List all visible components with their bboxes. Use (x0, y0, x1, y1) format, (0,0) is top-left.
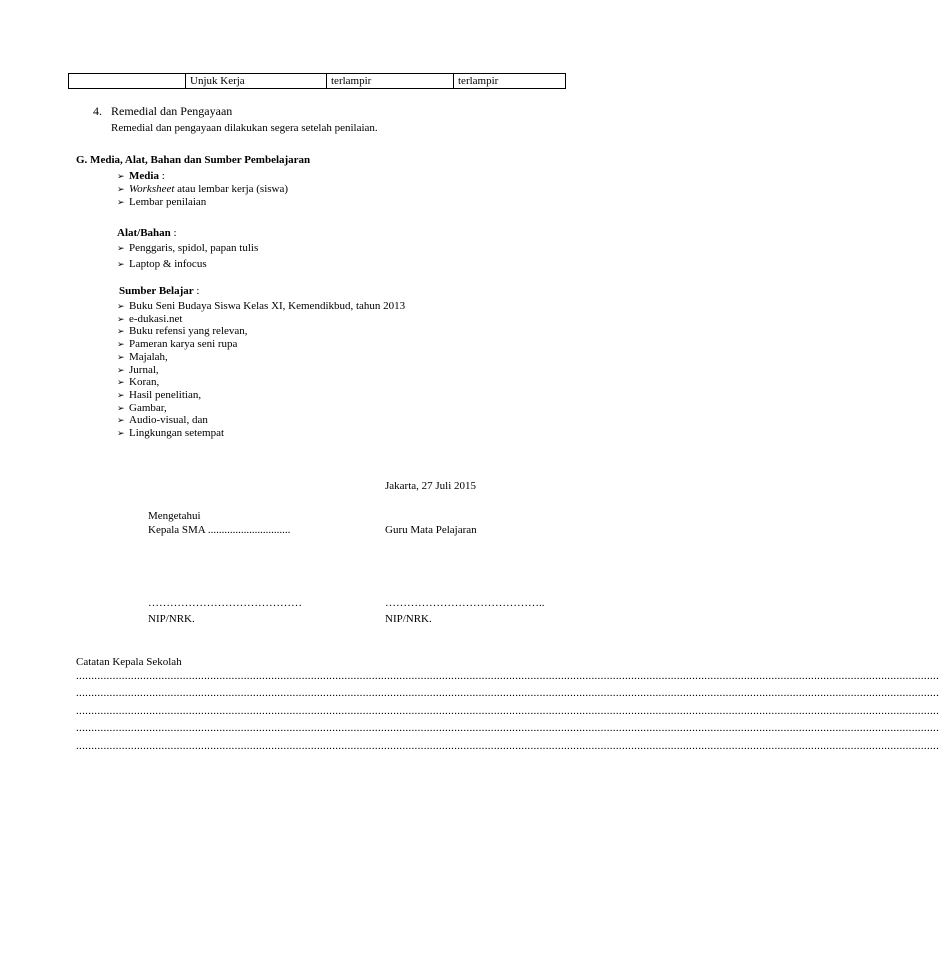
list-item (117, 351, 168, 363)
item-text: Buku Seni Budaya Siswa Kelas XI, Kemendikbud, tahun 2013 (129, 300, 406, 312)
signature-line-left: …………………………………… (148, 597, 302, 609)
list-item (117, 402, 167, 414)
arrowhead-bullet-icon: ➢ (117, 198, 125, 208)
list-item (117, 258, 207, 270)
mengetahui-text: Mengetahui (148, 510, 201, 522)
item-text: atau lembar kerja (siswa) (174, 183, 289, 195)
sumber-label: Sumber Belajar (119, 285, 194, 297)
list-item (117, 300, 405, 312)
item-text: Pameran karya seni rupa (129, 338, 238, 351)
table-cell: terlampir (327, 74, 454, 89)
arrowhead-bullet-icon: ➢ (117, 390, 125, 401)
item-text: Laptop & infocus (129, 258, 207, 270)
place-date: Jakarta, 27 Juli 2015 (385, 480, 477, 492)
arrowhead-bullet-icon: ➢ (117, 185, 125, 195)
arrowhead-bullet-icon: ➢ (117, 172, 125, 182)
list-item (117, 325, 248, 337)
arrowhead-bullet-icon: ➢ (117, 429, 125, 439)
arrowhead-bullet-icon: ➢ (117, 416, 125, 427)
table-cell: terlampir (454, 74, 566, 89)
colon: : (193, 285, 200, 297)
catatan-line: ........................................................................................................................................................................................................................................................................................... (76, 740, 939, 752)
table-cell (69, 74, 186, 89)
list-item (117, 242, 258, 254)
arrowhead-bullet-icon: ➢ (117, 302, 125, 312)
arrowhead-bullet-icon: ➢ (117, 403, 125, 414)
media-heading (117, 170, 165, 182)
arrowhead-bullet-icon: ➢ (117, 352, 125, 363)
guru-text: Guru Mata Pelajaran (385, 524, 477, 536)
table-cell: Unjuk Kerja (186, 74, 327, 89)
item-text: Penggaris, spidol, papan tulis (129, 242, 259, 254)
colon: : (170, 227, 177, 239)
arrowhead-bullet-icon: ➢ (117, 260, 125, 270)
colon: : (158, 170, 165, 182)
item-text: Jurnal, (129, 363, 159, 376)
list-item (117, 338, 237, 350)
item-text: Koran, (129, 376, 160, 389)
section-4-title: Remedial dan Pengayaan (111, 104, 233, 118)
arrowhead-bullet-icon: ➢ (117, 340, 125, 351)
nip-left: NIP/NRK. (148, 613, 195, 625)
section-4-text: Remedial dan pengayaan dilakukan segera setelah penilaian. (111, 122, 378, 134)
list-item (117, 313, 182, 325)
item-text: Lingkungan setempat (129, 427, 225, 439)
item-text: e-dukasi.net (129, 312, 183, 325)
catatan-line: ........................................................................................................................................................................................................................................................................................... (76, 722, 939, 734)
signature-line-right: …………………………………….. (385, 597, 545, 609)
table-row (69, 74, 566, 89)
alat-label: Alat/Bahan (117, 227, 171, 239)
list-item (117, 364, 159, 376)
arrowhead-bullet-icon: ➢ (117, 378, 125, 389)
arrowhead-bullet-icon: ➢ (117, 314, 125, 325)
item-text: Audio-visual, dan (129, 414, 208, 427)
section-4-number: 4. (93, 104, 102, 118)
alat-heading (117, 227, 177, 239)
item-text: Hasil penelitian, (129, 388, 202, 401)
nip-right: NIP/NRK. (385, 613, 432, 625)
catatan-label: Catatan Kepala Sekolah (76, 656, 182, 668)
catatan-line: ........................................................................................................................................................................................................................................................................................... (76, 687, 939, 699)
list-item (117, 376, 159, 388)
sumber-heading (119, 285, 199, 297)
catatan-line: ........................................................................................................................................................................................................................................................................................... (76, 705, 939, 717)
list-item (117, 389, 201, 401)
arrowhead-bullet-icon: ➢ (117, 365, 125, 376)
item-text: Gambar, (129, 401, 167, 414)
catatan-line: ........................................................................................................................................................................................................................................................................................... (76, 670, 939, 682)
item-text: Buku refensi yang relevan, (129, 325, 248, 338)
media-label: Media (129, 170, 159, 182)
section-g-title: G. Media, Alat, Bahan dan Sumber Pembelajaran (76, 154, 311, 166)
italic-text: Worksheet (129, 183, 175, 195)
item-text: Lembar penilaian (129, 196, 207, 208)
list-item (117, 427, 224, 439)
list-item (117, 196, 206, 208)
list-item (117, 414, 208, 426)
assessment-table (68, 73, 566, 89)
arrowhead-bullet-icon: ➢ (117, 244, 125, 254)
kepala-sma-text: Kepala SMA .............................. (148, 524, 291, 536)
arrowhead-bullet-icon: ➢ (117, 327, 125, 338)
item-text: Majalah, (129, 350, 168, 363)
list-item (117, 183, 288, 195)
